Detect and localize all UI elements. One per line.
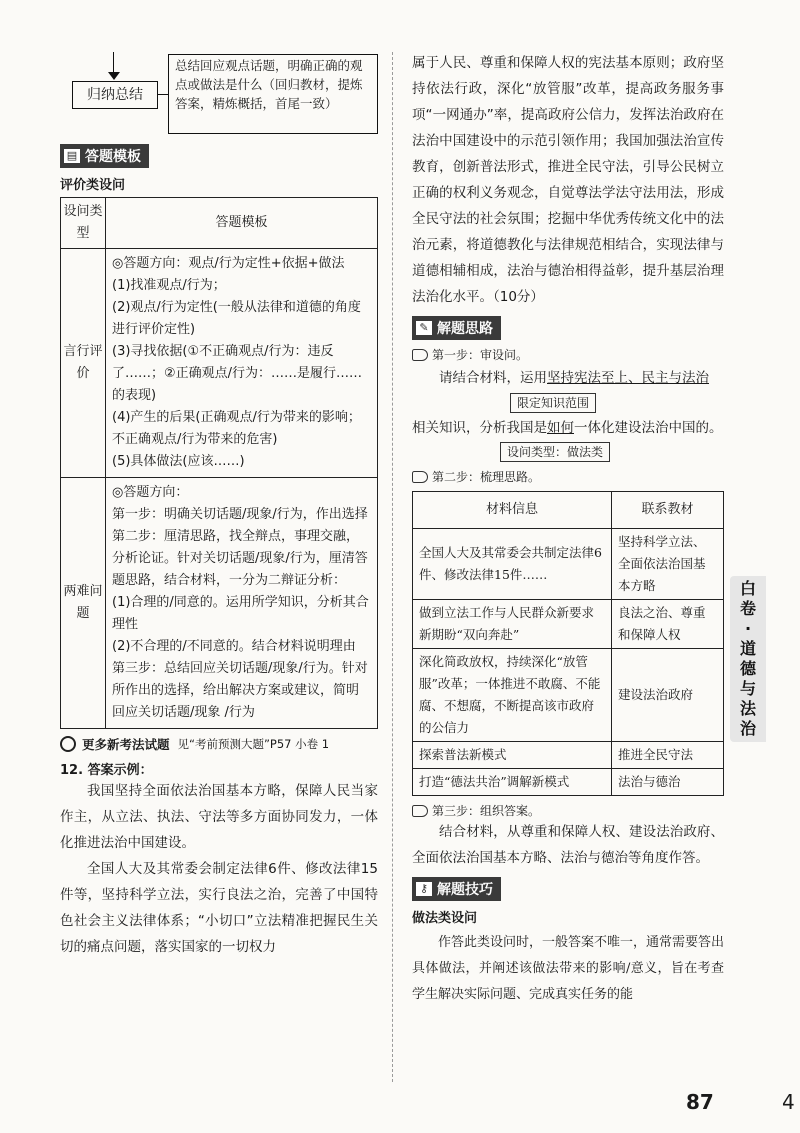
- table-row: [413, 649, 724, 742]
- material-table-header: [413, 492, 724, 529]
- textbook-cell: 良法之治、尊重和保障人权: [612, 600, 724, 649]
- row-line: 第一步：明确关切话题/现象/行为，作出选择: [112, 507, 368, 522]
- side-tab-char: ·: [744, 619, 752, 638]
- side-tab-char: 卷: [739, 599, 756, 618]
- skill-text: 作答此类设问时，一般答案不唯一，通常需要答出具体做法，并阐述该做法带来的影响/意义，旨在考查学生解决实际问题、完成真实任务的能: [412, 935, 725, 1002]
- header-col-type: 设问类型: [61, 198, 106, 249]
- question-text-mid: 相关知识，分析我国是: [412, 420, 547, 436]
- header-textbook: 联系教材: [612, 492, 724, 529]
- step-3: [412, 802, 724, 819]
- row-line: 第三步：总结回应关切话题/现象/行为。针对所作出的选择，给出解决方案或建议，简明回应关切话题/现象 /行为: [112, 661, 368, 720]
- more-ref: 见“考前预测大题”P57 小卷 1: [177, 737, 330, 751]
- pointing-hand-icon: [412, 805, 428, 817]
- row-line: (5)具体做法(应该……): [112, 454, 245, 469]
- column-divider: [392, 52, 393, 1082]
- row-line: (3)寻找依据(①不正确观点/行为：违反了……；②正确观点/行为：……是履行……的表现): [112, 344, 363, 403]
- row-type: 言行评价: [61, 249, 106, 478]
- more-label: 更多新考法试题: [82, 737, 170, 752]
- template-section-tag: [60, 144, 149, 168]
- material-cell: 做到立法工作与人民群众新要求新期盼“双向奔赴”: [413, 600, 612, 649]
- row-line: ◎答题方向：观点/行为定性+依据+做法: [112, 256, 345, 271]
- textbook-cell: 推进全民守法: [612, 742, 724, 769]
- template-subtitle: 评价类设问: [60, 178, 126, 193]
- left-column: [60, 50, 378, 960]
- side-tab-char: 治: [739, 719, 756, 738]
- question-text-pre: 请结合材料，运用: [439, 370, 547, 386]
- question-text: [412, 365, 724, 391]
- step-1-label: 第一步：审设问。: [432, 348, 529, 362]
- table-row: [413, 600, 724, 649]
- material-cell: 深化简政放权，持续深化“放管服”改革；一体推进不敢腐、不能腐、不想腐，不断提高该市政府的公信力: [413, 649, 612, 742]
- template-section-title: 答题模板: [85, 149, 141, 165]
- flow-diagram: [60, 50, 378, 138]
- textbook-cell: 建设法治政府: [612, 649, 724, 742]
- table-row: [61, 249, 378, 478]
- right-column: [412, 50, 724, 1008]
- corner-mark: 4: [782, 1090, 795, 1114]
- skill-subtitle: 做法类设问: [412, 911, 478, 926]
- arrow-down-icon: [108, 72, 120, 80]
- handwritten-note: 设问类型：做法类: [500, 442, 610, 462]
- answer-paragraph-continued: 属于人民、尊重和保障人权的宪法基本原则；政府坚持依法行政，深化“放管服”改革，提高政务服务事项“一网通办”率，提高政府公信力，发挥法治政府在法治中国建设中的示范引领作用；我国加强法治宣传教育，创新普法形式，推进全民守法，引导公民树立正确的权利义务观念，自觉尊法学法守法用法，形成全民守法的社会氛围；挖掘中华优秀传统文化中的法治元素，将道德教化与法律规范相结合，实现法律与道德相辅相成，法治与德治相得益彰，提升基层治理法治化水平。（10分）: [412, 55, 724, 305]
- step-3-label: 第三步：组织答案。: [432, 804, 541, 818]
- book-icon: ▤: [64, 149, 80, 163]
- header-col-template: 答题模板: [106, 198, 378, 249]
- row-line: 第二步：厘清思路，找全辩点，事理交融，分析论证。针对关切话题/现象/行为，厘清答题思路，结合材料，一分为二辩证分析：: [112, 529, 368, 588]
- flow-connector: [158, 94, 168, 95]
- answer-intro: 答案示例：: [87, 763, 153, 778]
- skill-section-tag: [412, 877, 501, 901]
- side-tab-char: 法: [739, 699, 756, 718]
- row-line: (1)找准观点/行为；: [112, 278, 226, 293]
- material-cell: 打造“德法共治”调解新模式: [413, 769, 612, 796]
- row-content: [106, 478, 378, 729]
- handwritten-note: 限定知识范围: [510, 393, 596, 413]
- side-tab-char: 白: [739, 579, 756, 598]
- thinking-section-title: 解题思路: [437, 321, 493, 337]
- side-tab: [730, 576, 766, 742]
- step-3-text: 结合材料，从尊重和保障人权、建设法治政府、全面依法治国基本方略、法治与德治等角度作答。: [412, 824, 724, 866]
- page-number: 87: [686, 1090, 714, 1114]
- answer-paragraph: 我国坚持全面依法治国基本方略，保障人民当家作主，从立法、执法、守法等多方面协同发力，一体化推进法治中国建设。: [60, 783, 378, 851]
- step-1: [412, 346, 724, 363]
- skill-section-title: 解题技巧: [437, 882, 493, 898]
- row-line: (2)不合理的/不同意的。结合材料说明理由: [112, 639, 356, 654]
- table-row: [413, 769, 724, 796]
- textbook-cell: 法治与德治: [612, 769, 724, 796]
- pointing-hand-icon: [412, 349, 428, 361]
- link-icon: [60, 736, 76, 752]
- note-row-1: [412, 392, 724, 413]
- question-text-2: [412, 415, 724, 441]
- question-keyword-2: 如何: [547, 420, 574, 436]
- flow-label-box: 归纳总结: [72, 81, 158, 109]
- flow-note-box: 总结回应观点话题，明确正确的观点或做法是什么（回归教材，提炼答案，精炼概括，首尾一致）: [168, 54, 378, 134]
- row-line: (2)观点/行为定性(一般从法律和道德的角度进行评价定性): [112, 300, 361, 337]
- table-row: [413, 742, 724, 769]
- textbook-cell: 坚持科学立法、全面依法治国基本方略: [612, 529, 724, 600]
- table-row: [61, 478, 378, 729]
- template-table-header: [61, 198, 378, 249]
- material-cell: 全国人大及其常委会共制定法律6件、修改法律15件……: [413, 529, 612, 600]
- question-keyword: 坚持宪法至上、民主与法治: [547, 370, 709, 386]
- template-table: [60, 197, 378, 729]
- side-tab-char: 德: [739, 659, 756, 678]
- table-row: [413, 529, 724, 600]
- row-line: (1)合理的/同意的。运用所学知识，分析其合理性: [112, 595, 369, 632]
- row-line: (4)产生的后果(正确观点/行为带来的影响；不正确观点/行为带来的危害): [112, 410, 361, 447]
- question-text-post: 一体化建设法治中国的。: [574, 420, 723, 436]
- pencil-icon: ✎: [416, 321, 432, 335]
- side-tab-char: 与: [739, 679, 756, 698]
- row-line: ◎答题方向：: [112, 485, 189, 500]
- material-cell: 探索普法新模式: [413, 742, 612, 769]
- step-2-label: 第二步：梳理思路。: [432, 470, 541, 484]
- material-table: [412, 491, 724, 796]
- thinking-section-tag: [412, 316, 501, 340]
- answer-paragraph: 全国人大及其常委会制定法律6件、修改法律15件等，坚持科学立法，实行良法之治，完善了中国特色社会主义法律体系；“小切口”立法精准把握民生关切的痛点问题，落实国家的一切权力: [60, 861, 378, 955]
- note-row-2: [412, 441, 724, 462]
- more-questions-link[interactable]: [60, 735, 378, 753]
- answer-header: [60, 759, 378, 778]
- row-content: [106, 249, 378, 478]
- pointing-hand-icon: [412, 471, 428, 483]
- step-2: [412, 468, 724, 485]
- side-tab-char: 道: [739, 639, 756, 658]
- header-material: 材料信息: [413, 492, 612, 529]
- question-number: 12.: [60, 763, 84, 778]
- key-icon: ⚷: [416, 882, 432, 896]
- row-type: 两难问题: [61, 478, 106, 729]
